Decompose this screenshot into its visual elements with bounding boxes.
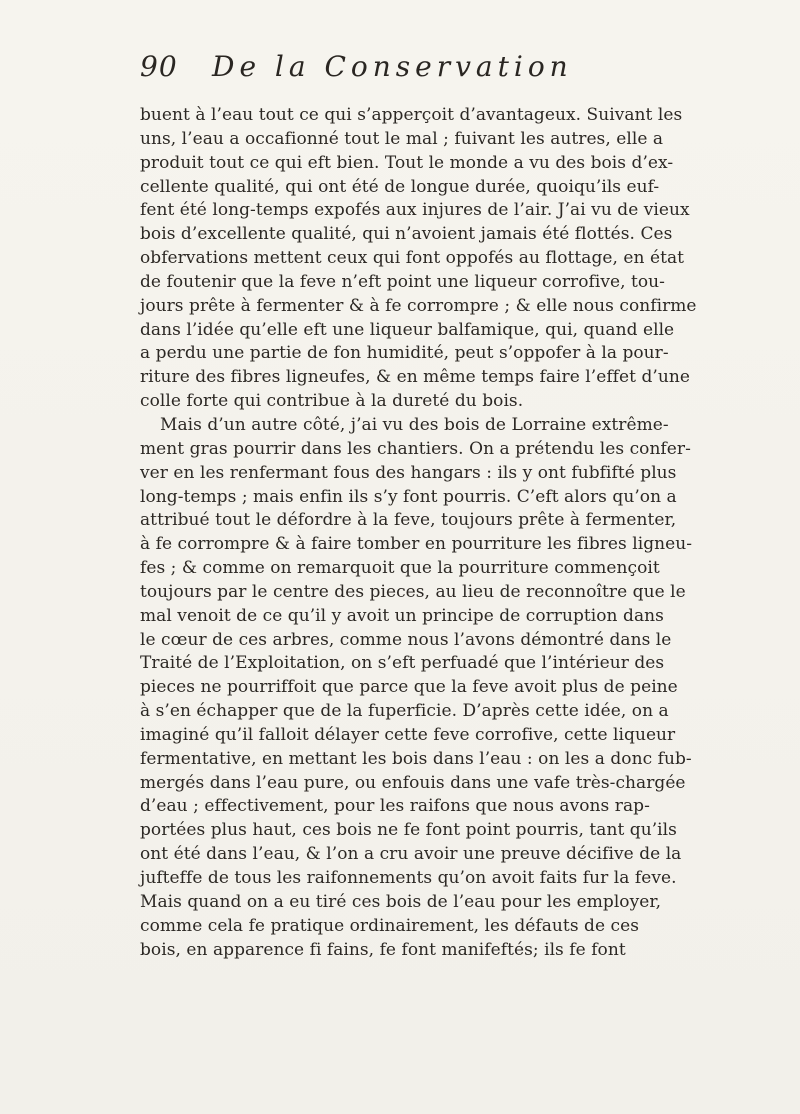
- text-line: bois d’excellente qualité, qui n’avoient jamais été flottés. Ces: [140, 224, 673, 245]
- text-line: colle forte qui contribue à la dureté du bois.: [140, 391, 524, 412]
- text-line: à s’en échapper que de la fuperficie. D’après cette idée, on a: [140, 701, 669, 722]
- text-line: fermentative, en mettant les bois dans l’eau : on les a donc fub-: [140, 748, 692, 769]
- running-title: De la Conservation: [212, 50, 573, 83]
- text-line: jours prête à fermenter & à fe corrompre ; & elle nous confirme: [140, 295, 697, 316]
- text-line: bois, en apparence fi fains, fe font manifeftés; ils fe font: [140, 939, 626, 960]
- text-line: ment gras pourrir dans les chantiers. On a prétendu les confer-: [140, 438, 691, 459]
- text-line: buent à l’eau tout ce qui s’apperçoit d’avantageux. Suivant les: [140, 105, 683, 125]
- text-line: toujours par le centre des pieces, au lieu de reconnoître que le: [140, 581, 686, 602]
- text-line: mergés dans l’eau pure, ou enfouis dans une vafe très-chargée: [140, 772, 686, 793]
- text-line: ver en les renfermant fous des hangars : ils y ont fubfifté plus: [140, 462, 677, 483]
- text-line: produit tout ce qui eft bien. Tout le monde a vu des bois d’ex-: [140, 152, 674, 173]
- body-text: [140, 104, 697, 962]
- text-line: a perdu une partie de fon humidité, peut s’oppofer à la pour-: [140, 343, 669, 364]
- text-line: comme cela fe pratique ordinairement, les défauts de ces: [140, 915, 639, 936]
- page-number: 90: [140, 50, 178, 83]
- text-line: dans l’idée qu’elle eft une liqueur balfamique, qui, quand elle: [140, 319, 675, 340]
- text-line: pieces ne pourriffoit que parce que la feve avoit plus de peine: [140, 677, 678, 698]
- text-line: cellente qualité, qui ont été de longue durée, quoiqu’ils euf-: [140, 176, 660, 197]
- text-line: uns, l’eau a occafionné tout le mal ; fuivant les autres, elle a: [140, 128, 664, 149]
- page-header: [140, 50, 640, 94]
- text-line: à fe corrompre & à faire tomber en pourriture les fibres ligneu-: [140, 534, 693, 555]
- text-line: Traité de l’Exploitation, on s’eft perfuadé que l’intérieur des: [140, 653, 665, 674]
- text-line: mal venoit de ce qu’il y avoit un principe de corruption dans: [140, 605, 664, 626]
- text-line: obfervations mettent ceux qui font oppofés au flottage, en état: [140, 248, 685, 269]
- text-line: attribué tout le défordre à la feve, toujours prête à fermenter,: [140, 510, 677, 531]
- text-line: jufteffe de tous les raifonnements qu’on avoit faits fur la feve.: [140, 868, 677, 888]
- text-line: portées plus haut, ces bois ne fe font point pourris, tant qu’ils: [140, 820, 677, 841]
- text-line: Mais d’un autre côté, j’ai vu des bois de Lorraine extrême-: [160, 414, 669, 435]
- text-line: Mais quand on a eu tiré ces bois de l’eau pour les employer,: [140, 891, 662, 912]
- text-line: de foutenir que la feve n’eft point une liqueur corrofive, tou-: [140, 271, 665, 292]
- text-line: ont été dans l’eau, & l’on a cru avoir une preuve décifive de la: [140, 844, 682, 865]
- text-line: le cœur de ces arbres, comme nous l’avons démontré dans le: [140, 629, 672, 650]
- text-line: d’eau ; effectivement, pour les raifons que nous avons rap-: [140, 796, 650, 817]
- text-line: long-temps ; mais enfin ils s’y font pourris. C’eft alors qu’on a: [140, 486, 677, 507]
- text-line: fent été long-temps expofés aux injures de l’air. J’ai vu de vieux: [140, 200, 690, 221]
- text-line: fes ; & comme on remarquoit que la pourriture commençoit: [140, 558, 660, 579]
- text-line: riture des fibres ligneufes, & en même temps faire l’effet d’une: [140, 367, 690, 388]
- text-line: imaginé qu’il falloit délayer cette feve corrofive, cette liqueur: [140, 724, 676, 745]
